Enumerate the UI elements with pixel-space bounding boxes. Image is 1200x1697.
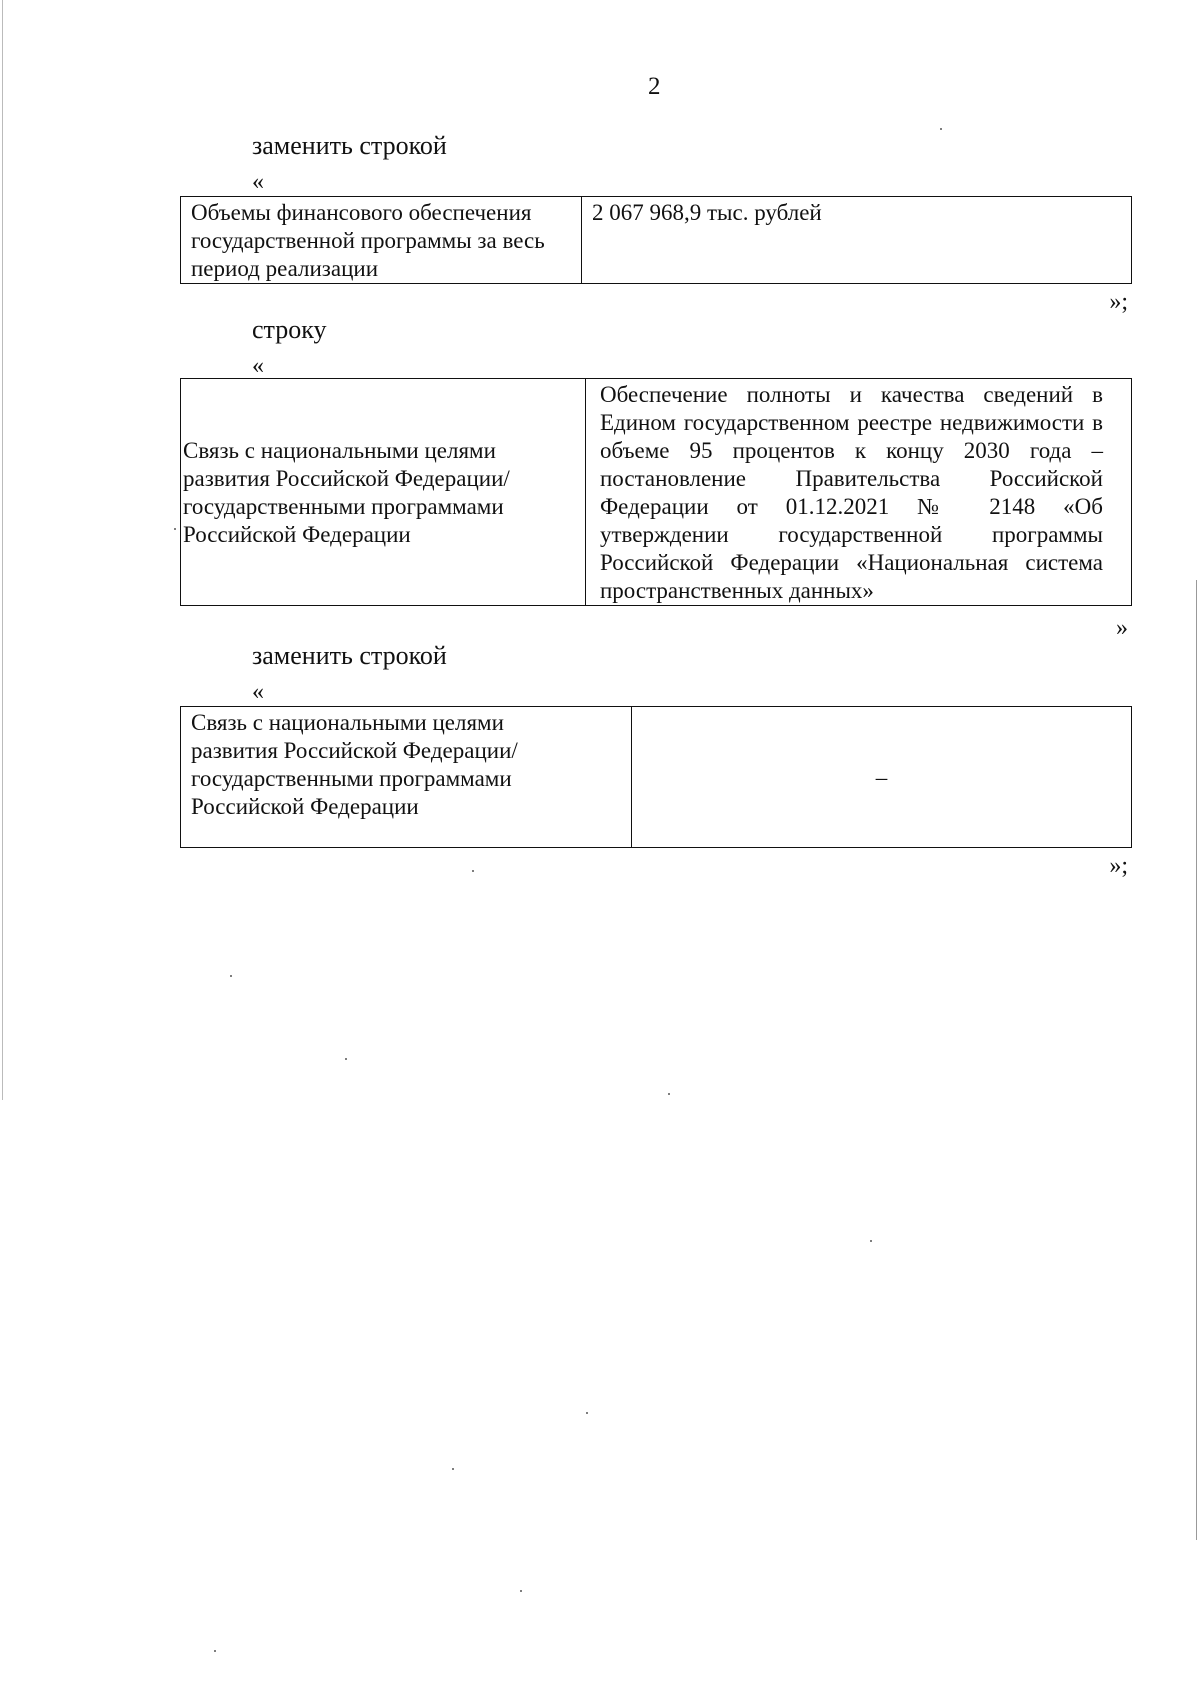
scan-dot (668, 1093, 670, 1095)
scan-dot (472, 870, 474, 872)
scan-dot (586, 1412, 588, 1414)
scan-dot (230, 975, 232, 977)
table-row (181, 707, 1132, 848)
scan-dot (940, 128, 942, 130)
instruction-replace-2: заменить строкой (252, 641, 447, 670)
open-quote-1: « (252, 169, 264, 195)
instruction-replace-1: заменить строкой (252, 131, 447, 160)
amend-table-1 (180, 196, 1132, 284)
amend-table-2 (180, 378, 1132, 606)
row-label-cell: Связь с национальными целями развития Российской Федерации/государственными программами Российской Федерации (181, 707, 632, 848)
row-label-cell: Объемы финансового обеспечения государственной программы за весь период реализации (181, 197, 582, 284)
scan-dot (452, 1468, 454, 1470)
amend-table-3 (180, 706, 1132, 848)
scan-dot (174, 528, 176, 530)
row-label-cell: Связь с национальными целями развития Российской Федерации/ государственными программами Российской Федерации (181, 379, 586, 606)
scan-dot (214, 1650, 216, 1652)
instruction-row: строку (252, 315, 327, 344)
close-quote-2: » (1116, 615, 1128, 641)
scan-edge-right (1196, 580, 1197, 1540)
scan-edge-left (2, 0, 3, 1100)
scan-dot (520, 1590, 522, 1592)
row-value-cell: – (632, 707, 1132, 848)
open-quote-3: « (252, 679, 264, 705)
table-row (181, 197, 1132, 284)
close-quote-1: »; (1109, 289, 1128, 315)
row-value-cell: Обеспечение полноты и качества сведений в Едином государственном реестре недвижимости в объеме 95 процентов к концу 2030 года – постановление Правительства Российской Федерации от 01.12.2021 № 2148 «Об утверждении государственной программы Российской Федерации «Национальная система пространственных данных» (586, 379, 1132, 606)
page-number: 2 (648, 73, 661, 100)
table-row (181, 379, 1132, 606)
close-quote-3: »; (1109, 853, 1128, 879)
scan-dot (345, 1058, 347, 1060)
scan-dot (870, 1240, 872, 1242)
open-quote-2: « (252, 353, 264, 379)
row-value-cell: 2 067 968,9 тыс. рублей (582, 197, 1132, 284)
